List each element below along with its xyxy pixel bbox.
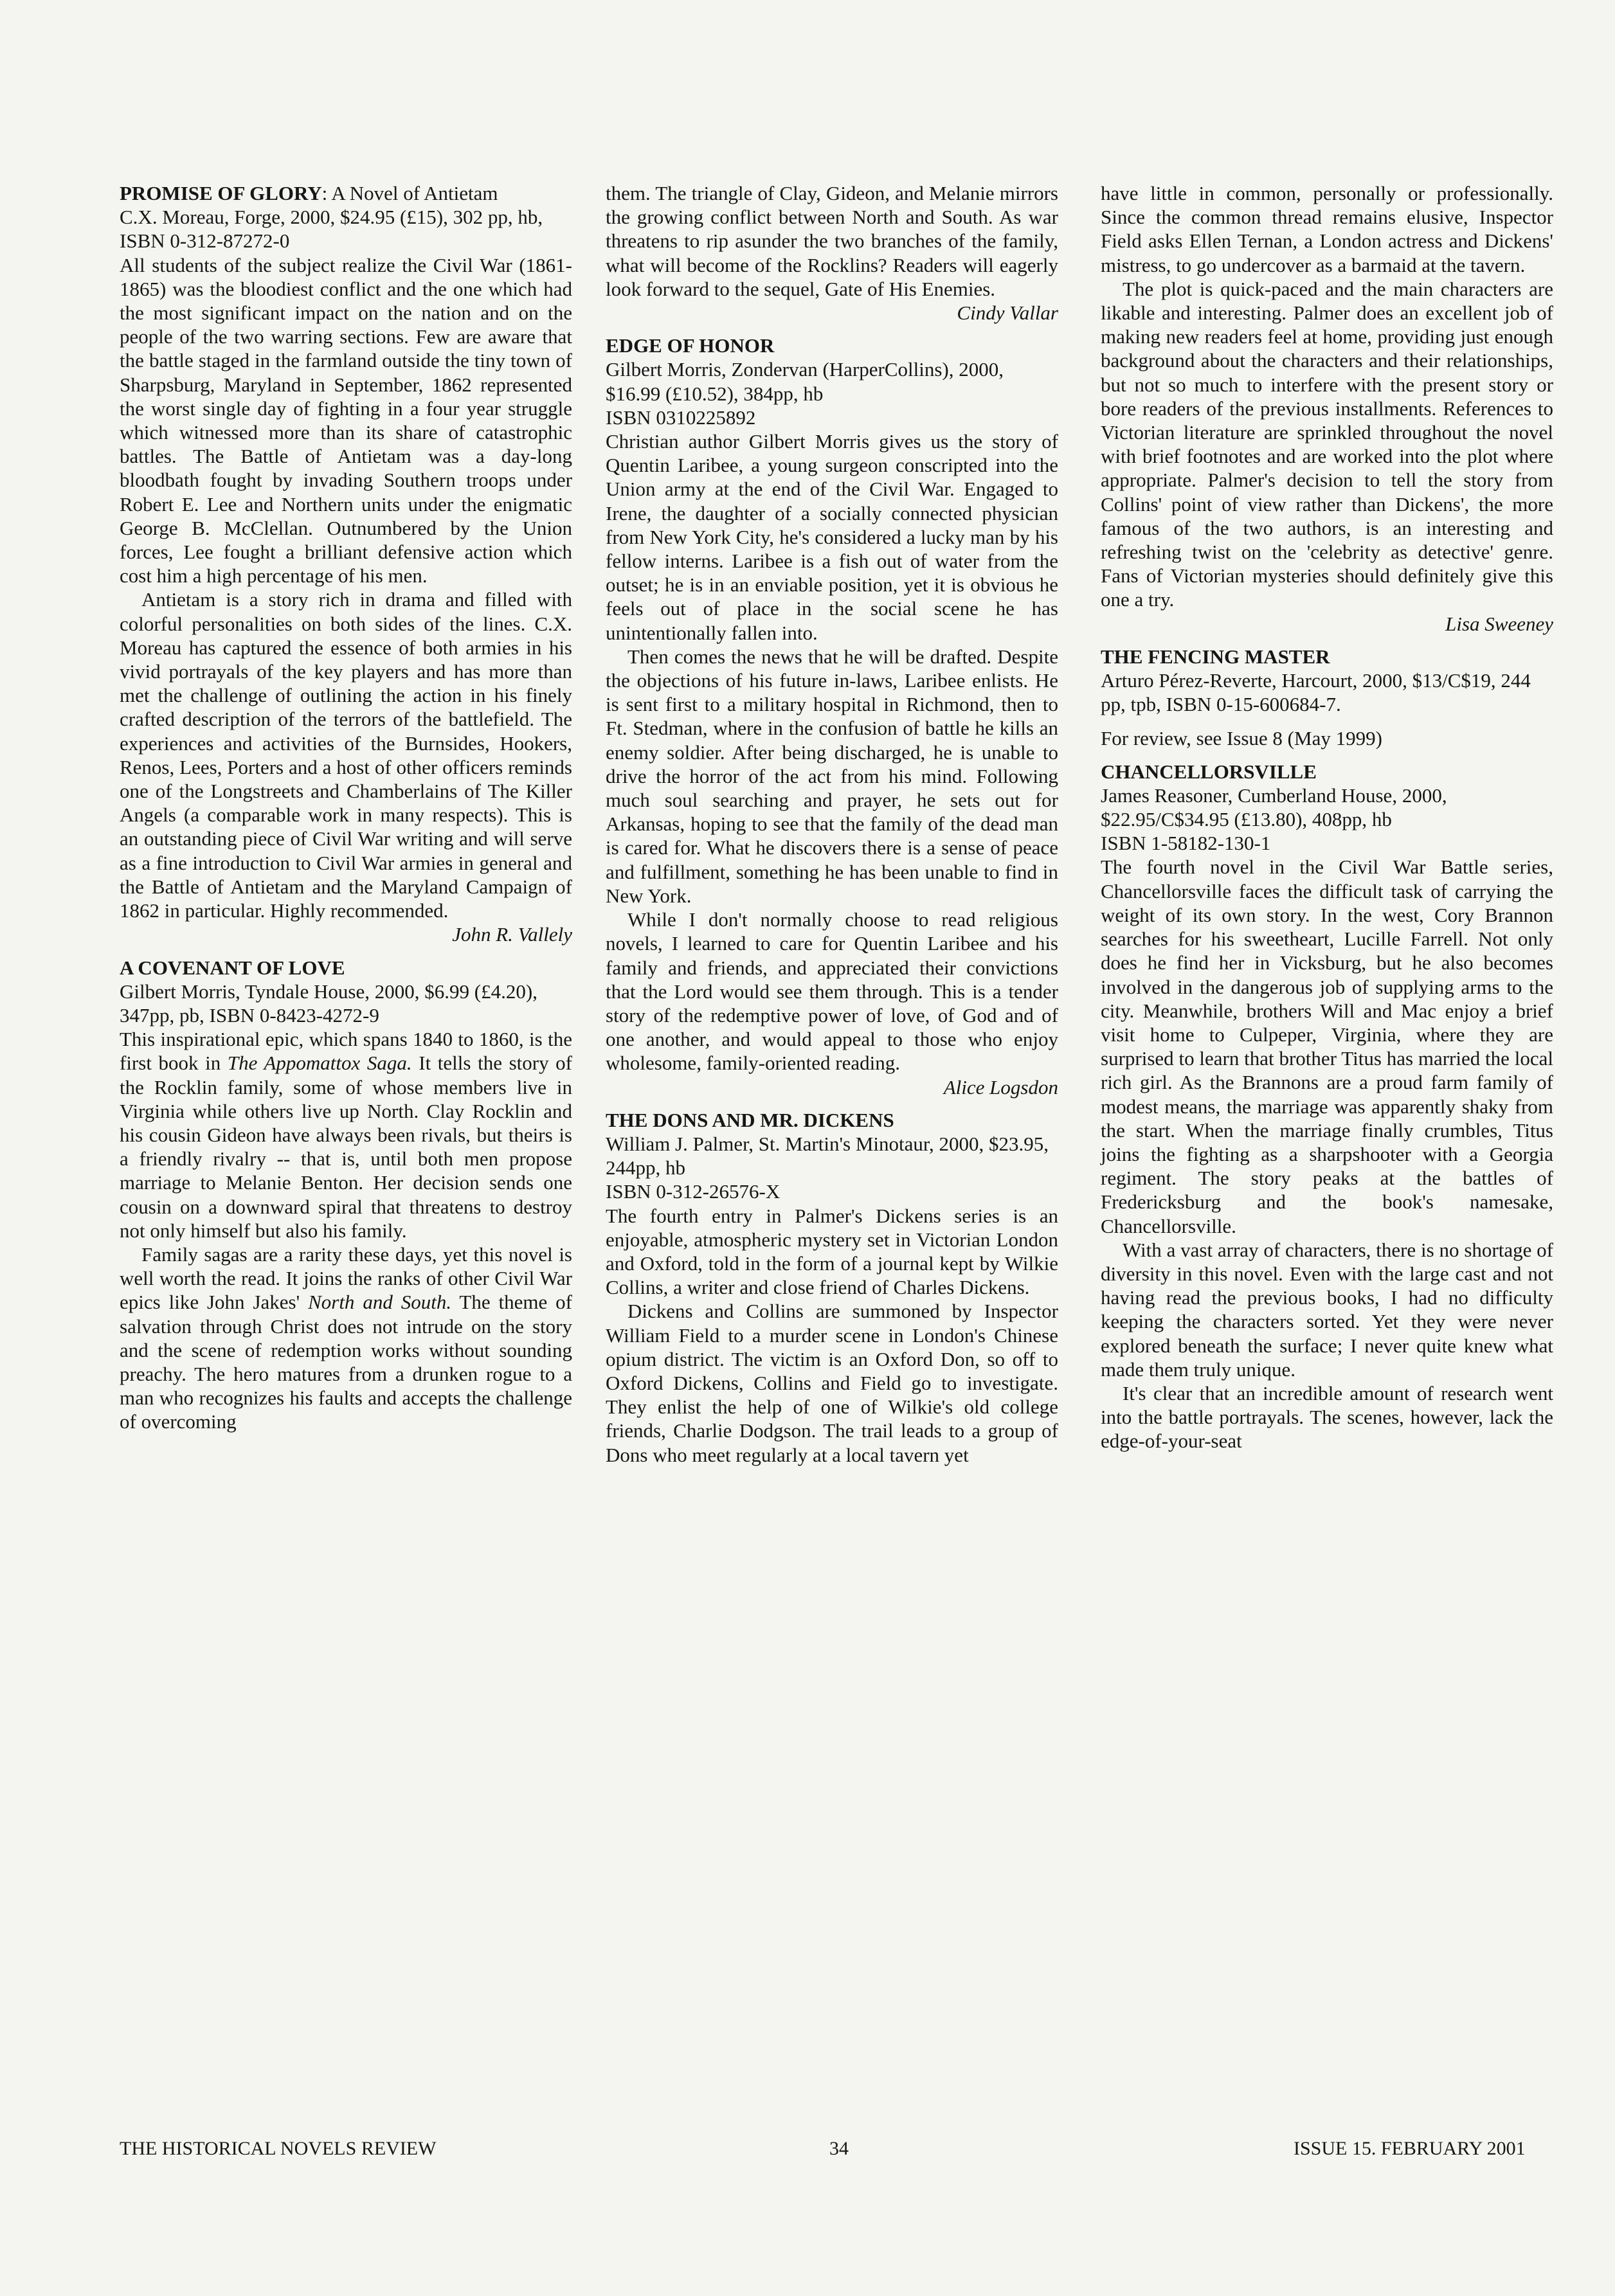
book-title: North and South. [308,1291,452,1314]
reviewer-name: John R. Vallely [452,923,572,946]
footer-publication: THE HISTORICAL NOVELS REVIEW [120,2138,437,2159]
review-promise-of-glory-heading [120,181,572,205]
review-meta: Gilbert Morris, Tyndale House, 2000, $6.99 (£4.20), 347pp, pb, ISBN 0-8423-4272-9 [120,980,537,1027]
review-meta: Arturo Pérez-Reverte, Harcourt, 2000, $13/C$19, 244 pp, tpb, ISBN 0-15-600684-7. [1101,669,1531,716]
text-run: This inspirational epic, which spans 1840 to 1860, is the first book in [120,1028,572,1075]
column-2 [606,181,1058,1467]
review-title: A COVENANT OF LOVE [120,956,345,979]
review-title: PROMISE OF GLORY [120,182,322,204]
series-title: The Appomattox Saga. [227,1052,412,1075]
footer-page-number: 34 [829,2138,849,2159]
reviewer-name: Alice Logsdon [943,1075,1058,1099]
review-paragraph: The plot is quick-paced and the main characters are likable and interesting. Palmer does an excellent job of making new readers feel at home, providing just enough background about the characters and their relationships, but not so much to interfere with the present story or bore readers of the previous installments. References to Victorian literature are sprinkled throughout the novel with brief footnotes and are worked into the plot where appropriate. Palmer's decision to tell the story from Collins' point of view rather than Dickens', the more famous of the two authors, is an interesting and refreshing twist on the 'celebrity as detective' genre. Fans of Victorian mysteries should definitely give this one a try. [1101,277,1553,611]
review-subtitle: : A Novel of Antietam [321,182,498,204]
review-paragraph: While I don't normally choose to read religious novels, I learned to care for Quentin Laribee and his family and friends, and appreciated their convictions that the Lord would see them through. This is a tender story of the redemptive power of love, of God and of one another, and would appeal to those who enjoy wholesome, family-oriented reading. [606,908,1058,1075]
review-meta: James Reasoner, Cumberland House, 2000, $22.95/C$34.95 (£13.80), 408pp, hb [1101,784,1447,831]
review-title: THE DONS AND MR. DICKENS [606,1108,894,1131]
text-run: Family sagas are a rarity these days, yet this novel is well worth the read. It joins the ranks of other Civil War epics like John Jakes' [120,1242,572,1314]
review-meta: William J. Palmer, St. Martin's Minotaur, 2000, $23.95, 244pp, hb [606,1132,1049,1179]
column-3 [1101,181,1553,1453]
review-title: CHANCELLORSVILLE [1101,760,1317,783]
review-paragraph: It's clear that an incredible amount of research went into the battle portrayals. The scenes, however, lack the edge-of-your-seat [1101,1381,1553,1453]
review-title: EDGE OF HONOR [606,334,775,357]
review-meta: Gilbert Morris, Zondervan (HarperCollins), 2000, $16.99 (£10.52), 384pp, hb [606,358,1004,405]
review-meta: C.X. Moreau, Forge, 2000, $24.95 (£15), 302 pp, hb, ISBN 0-312-87272-0 [120,206,543,253]
review-paragraph: The fourth novel in the Civil War Battle series, Chancellorsville faces the difficult task of carrying the weight of its own story. In the west, Cory Brannon searches for his sweetheart, Lucille Farrell. Not only does he find her in Vicksburg, but he also becomes involved in the dangerous job of supplying arms to the city. Meanwhile, brothers Will and Mac enjoy a brief visit home to Culpeper, Virginia, where they are surprised to learn that brother Titus has married the local rich girl. As the Brannons are a proud farm family of modest means, the marriage was apparently shaky from the start. When the marriage finally crumbles, Titus joins the fighting as a sharpshooter with a Georgia regiment. The story peaks at the battles of Fredericksburg and the book's namesake, Chancellorsville. [1101,856,1553,1237]
footer-issue: ISSUE 15. FEBRUARY 2001 [1294,2138,1526,2159]
review-isbn: ISBN 0-312-26576-X [606,1180,780,1203]
text-run: The theme of salvation through Christ does not intrude on the story and the scene of redemption works without sounding preachy. The hero matures from a drunken rogue to a man who recognizes his faults and accepts the challenge of overcoming [120,1291,572,1433]
review-paragraph: have little in common, personally or professionally. Since the common thread remains elusive, Inspector Field asks Ellen Ternan, a London actress and Dickens' mistress, to go undercover as a barmaid at the tavern. [1101,182,1553,276]
review-paragraph: Dickens and Collins are summoned by Inspector William Field to a murder scene in London's Chinese opium district. The victim is an Oxford Don, so off to Oxford Dickens, Collins and Field go to investigate. They enlist the help of one of Wilkie's old college friends, Charlie Dodgson. The trail leads to a group of Dons who meet regularly at a local tavern yet [606,1300,1058,1466]
reviewer-name: Cindy Vallar [957,301,1058,325]
review-paragraph: All students of the subject realize the Civil War (1861-1865) was the bloodiest conflict and the one which had the most significant impact on the nation and on the people of the two warring sections. Few are aware that the battle staged in the farmland outside the tiny town of Sharpsburg, Maryland in September, 1862 represented the worst single day of fighting in a four year struggle which witnessed more than its share of catastrophic battles. The Battle of Antietam was a day-long bloodbath fought by invading Southern troops under Robert E. Lee and Northern units under the enigmatic George B. McClellan. Outnumbered by the Union forces, Lee fought a brilliant defensive action which cost him a high percentage of his men. [120,253,572,587]
review-paragraph [120,1242,572,1434]
review-note: For review, see Issue 8 (May 1999) [1101,727,1382,750]
review-paragraph [120,1027,572,1242]
review-paragraph: The fourth entry in Palmer's Dickens series is an enjoyable, atmospheric mystery set in Victorian London and Oxford, told in the form of a journal kept by Wilkie Collins, a writer and close friend of Charles Dickens. [606,1204,1058,1299]
review-isbn: ISBN 0310225892 [606,406,756,429]
review-title: THE FENCING MASTER [1101,645,1330,668]
review-paragraph: Antietam is a story rich in drama and filled with colorful personalities on both sides of the lines. C.X. Moreau has captured the essence of both armies in his vivid portrayals of the key players and has more than met the challenge of outlining the action in his finely crafted description of the terrors of the battlefield. The experiences and activities of the Burnsides, Hookers, Renos, Lees, Porters and a host of other officers reminds one of the Longstreets and Chamberlains of The Killer Angels (a comparable work in many respects). This is an outstanding piece of Civil War writing and will serve as a fine introduction to Civil War armies in general and the Battle of Antietam and the Maryland Campaign of 1862 in particular. Highly recommended. [120,588,572,922]
review-isbn: ISBN 1-58182-130-1 [1101,832,1271,855]
text-run: It tells the story of the Rocklin family, some of whose members live in Virginia while others live up North. Clay Rocklin and his cousin Gideon have always been rivals, but theirs is a friendly rivalry -- that is, until both men propose marriage to Melanie Benton. Her decision sends one cousin on a downward spiral that threatens to destroy not only himself but also his family. [120,1052,573,1242]
review-paragraph: Then comes the news that he will be drafted. Despite the objections of his future in-laws, Laribee enlists. He is sent first to a military hospital in Richmond, then to Ft. Stedman, where in the confusion of battle he kills an enemy soldier. After being discharged, he is unable to drive the horror of the act from his mind. Following much soul searching and prayer, he sets out for Arkansas, hoping to see that the family of the dead man is cared for. What he discovers there is a sense of peace and fulfillment, something he has been unable to find in New York. [606,645,1058,907]
review-paragraph: With a vast array of characters, there is no shortage of diversity in this novel. Even with the large cast and not having read the previous books, I had no difficulty keeping the characters sorted. Yet they were never explored beneath the surface; I never quite knew what made them truly unique. [1101,1238,1553,1381]
review-paragraph: Christian author Gilbert Morris gives us the story of Quentin Laribee, a young surgeon conscripted into the Union army at the end of the Civil War. Engaged to Irene, the daughter of a socially connected physician from New York City, he's considered a lucky man by his fellow interns. Laribee is a fish out of water from the outset; he is in an enviable position, yet it is obvious he feels out of place in the social scene he has unintentionally fallen into. [606,430,1058,644]
reviewer-name: Lisa Sweeney [1445,612,1553,635]
review-paragraph: them. The triangle of Clay, Gideon, and Melanie mirrors the growing conflict between North and South. As war threatens to rip asunder the two branches of the family, what will become of the Rocklins? Readers will eagerly look forward to the sequel, Gate of His Enemies. [606,182,1058,300]
column-1 [120,181,572,1434]
